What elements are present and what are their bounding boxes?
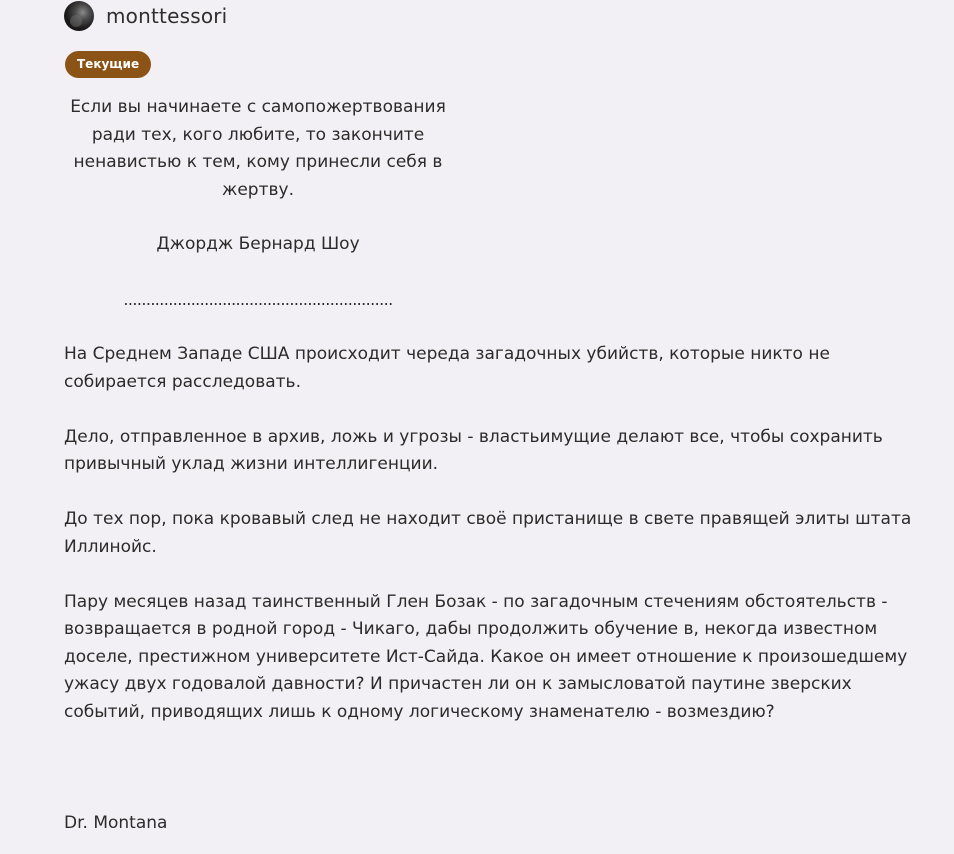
description-paragraph: До тех пор, пока кровавый след не находит своё пристанище в свете правящей элиты штата Иллинойс. — [64, 509, 912, 557]
description-body — [64, 341, 934, 754]
epigraph-line: ненавистью к тем, кому принесли себя в — [73, 152, 443, 172]
epigraph-author: Джордж Бернард Шоу — [156, 234, 360, 254]
description-paragraph: Дело, отправленное в архив, ложь и угрозы - властьимущие делают все, чтобы сохранить привычный уклад жизни интеллигенции. — [64, 426, 883, 474]
status-badge: Текущие — [65, 51, 151, 78]
epigraph-line: жертву. — [222, 179, 294, 200]
description-paragraph: На Среднем Западе США происходит череда загадочных убийств, которые никто не собирается расследовать. — [64, 344, 830, 392]
author-avatar[interactable] — [64, 1, 94, 31]
dotted-separator: ............................................................ — [123, 290, 393, 309]
description-paragraph: Пару месяцев назад таинственный Глен Бозак - по загадочным стечениям обстоятельств - возвращается в родной город - Чикаго, дабы продолжить обучение в, некогда известном доселе, престижном университете Ист-Сайда. Какое он имеет отношение к произошедшему ужасу двух годовалой давности? И причастен ли он к замысловатой паутине зверских событий, приводящих лишь к одному логическому знаменателю - возмездию? — [64, 591, 908, 722]
signature: Dr. Montana — [64, 813, 168, 833]
epigraph-line: Если вы начинаете с самопожертвования — [70, 97, 446, 117]
author-link[interactable] — [64, 1, 227, 31]
author-name[interactable]: monttessori — [106, 4, 228, 28]
epigraph-quote — [64, 94, 452, 204]
epigraph-line: ради тех, кого любите, то закончите — [91, 124, 425, 145]
